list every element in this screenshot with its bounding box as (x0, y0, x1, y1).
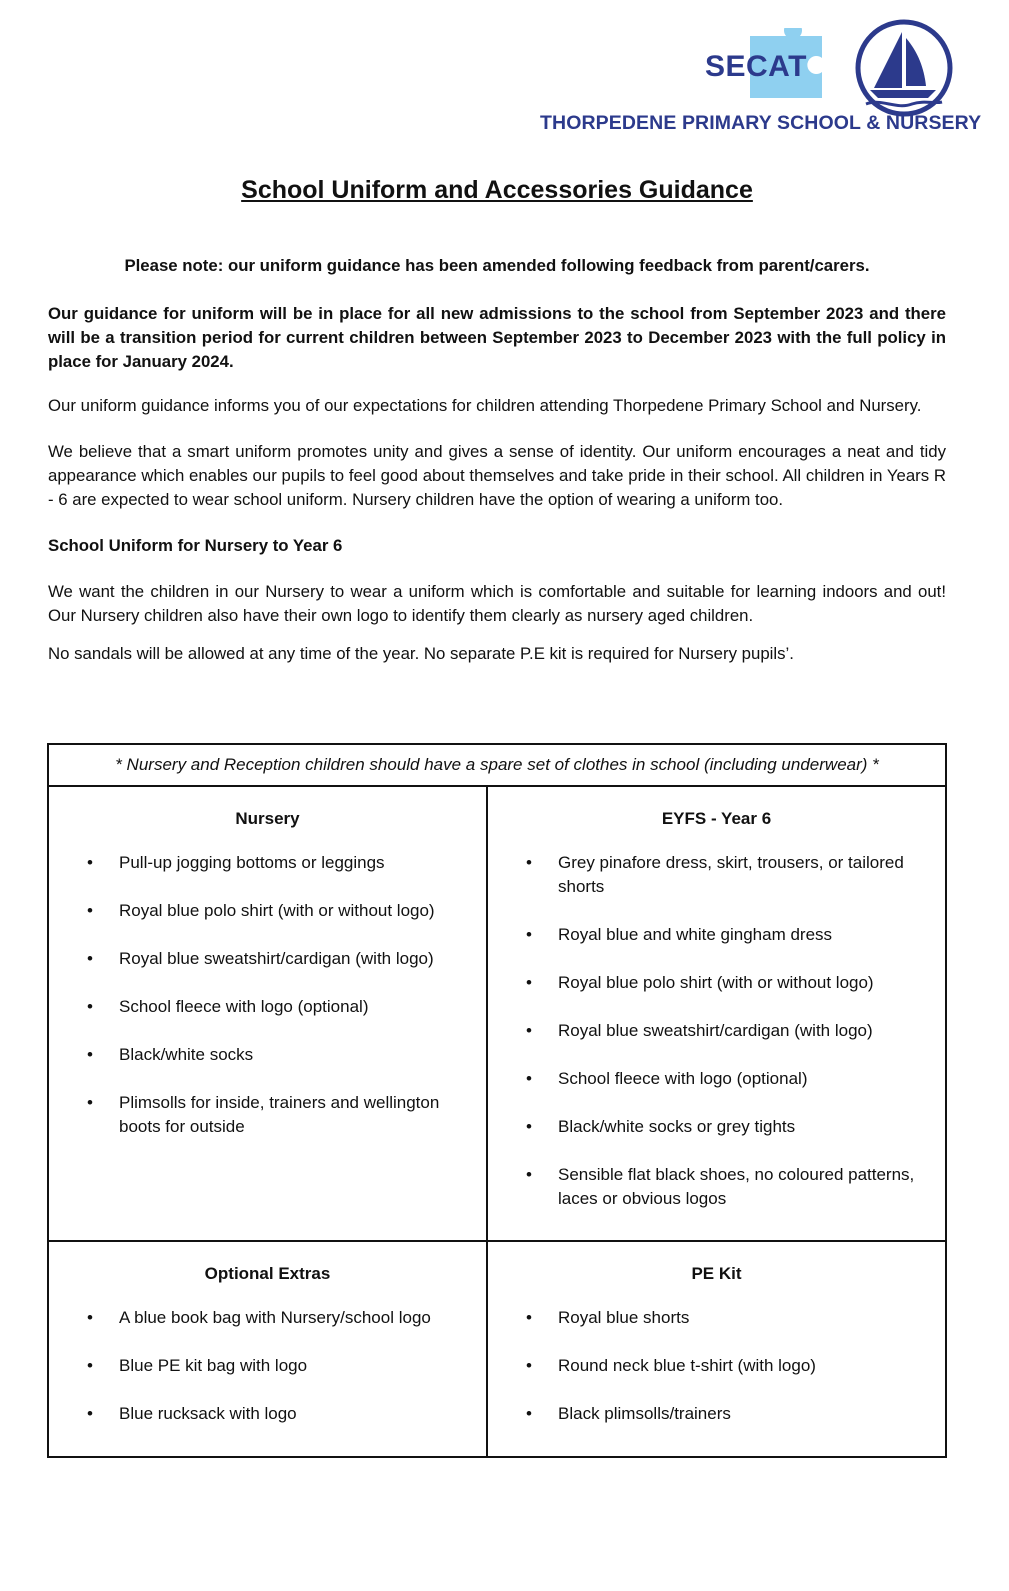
nursery-heading: Nursery (235, 809, 300, 828)
list-item: • Royal blue sweatshirt/cardigan (with logo) (87, 947, 472, 971)
guidance-body (48, 254, 946, 666)
list-item: • Blue PE kit bag with logo (87, 1354, 472, 1378)
list-item: • School fleece with logo (optional) (87, 995, 472, 1019)
list-item: • Pull-up jogging bottoms or leggings (87, 851, 472, 875)
list-item: • A blue book bag with Nursery/school logo (87, 1306, 472, 1330)
amendment-note: Please note: our uniform guidance has been amended following feedback from parent/carers. (124, 256, 870, 275)
school-logo (530, 18, 990, 138)
list-item: • Royal blue shorts (526, 1306, 931, 1330)
spare-clothes-banner: * Nursery and Reception children should have a spare set of clothes in school (including underwear) * (48, 744, 946, 786)
nursery-cell (48, 786, 487, 1241)
list-item: • Plimsolls for inside, trainers and wellington boots for outside (87, 1091, 472, 1139)
optional-extras-heading: Optional Extras (204, 1264, 331, 1283)
pe-kit-list (526, 1306, 931, 1426)
list-item: • Round neck blue t-shirt (with logo) (526, 1354, 931, 1378)
transition-paragraph: Our guidance for uniform will be in place for all new admissions to the school from September 2023 and there will be a transition period for current children between September 2023 to December 2023 with the full policy in place for January 2024. (48, 304, 946, 371)
sailboat-crest-icon (852, 18, 956, 118)
school-name: THORPEDENE PRIMARY SCHOOL & NURSERY (540, 112, 982, 134)
eyfs-list (526, 851, 931, 1211)
expectations-paragraph: Our uniform guidance informs you of our expectations for children attending Thorpedene Primary School and Nursery. (48, 396, 922, 415)
nursery-list (87, 851, 472, 1139)
list-item: • Royal blue polo shirt (with or without logo) (526, 971, 931, 995)
pe-kit-heading: PE Kit (691, 1264, 742, 1283)
uniform-table (47, 743, 947, 1458)
pe-kit-cell (487, 1241, 946, 1457)
nursery-paragraph: We want the children in our Nursery to wear a uniform which is comfortable and suitable for learning indoors and out! Our Nursery children also have their own logo to identify them clearly as nursery aged children. (48, 582, 946, 625)
belief-paragraph: We believe that a smart uniform promotes unity and gives a sense of identity. Our uniform encourages a neat and tidy appearance which enables our pupils to feel good about themselves and take pride in their school. All children in Years R - 6 are expected to wear school uniform. Nursery children have the option of wearing a uniform too. (48, 442, 946, 509)
list-item: • Black/white socks or grey tights (526, 1115, 931, 1139)
eyfs-heading: EYFS - Year 6 (661, 809, 772, 828)
list-item: • Blue rucksack with logo (87, 1402, 472, 1426)
document-title: School Uniform and Accessories Guidance (241, 176, 753, 204)
optional-extras-list (87, 1306, 472, 1426)
list-item: • Sensible flat black shoes, no coloured patterns, laces or obvious logos (526, 1163, 931, 1211)
list-item: • Grey pinafore dress, skirt, trousers, or tailored shorts (526, 851, 931, 899)
list-item: • Royal blue polo shirt (with or without logo) (87, 899, 472, 923)
list-item: • Royal blue and white gingham dress (526, 923, 931, 947)
section-heading: School Uniform for Nursery to Year 6 (48, 536, 343, 555)
optional-extras-cell (48, 1241, 487, 1457)
list-item: • Black plimsolls/trainers (526, 1402, 931, 1426)
list-item: • Black/white socks (87, 1043, 472, 1067)
list-item: • School fleece with logo (optional) (526, 1067, 931, 1091)
list-item: • Royal blue sweatshirt/cardigan (with logo) (526, 1019, 931, 1043)
eyfs-cell (487, 786, 946, 1241)
sandals-paragraph: No sandals will be allowed at any time of the year. No separate P.E kit is required for Nursery pupils’. (48, 644, 794, 663)
secat-wordmark: SECAT (705, 50, 807, 83)
